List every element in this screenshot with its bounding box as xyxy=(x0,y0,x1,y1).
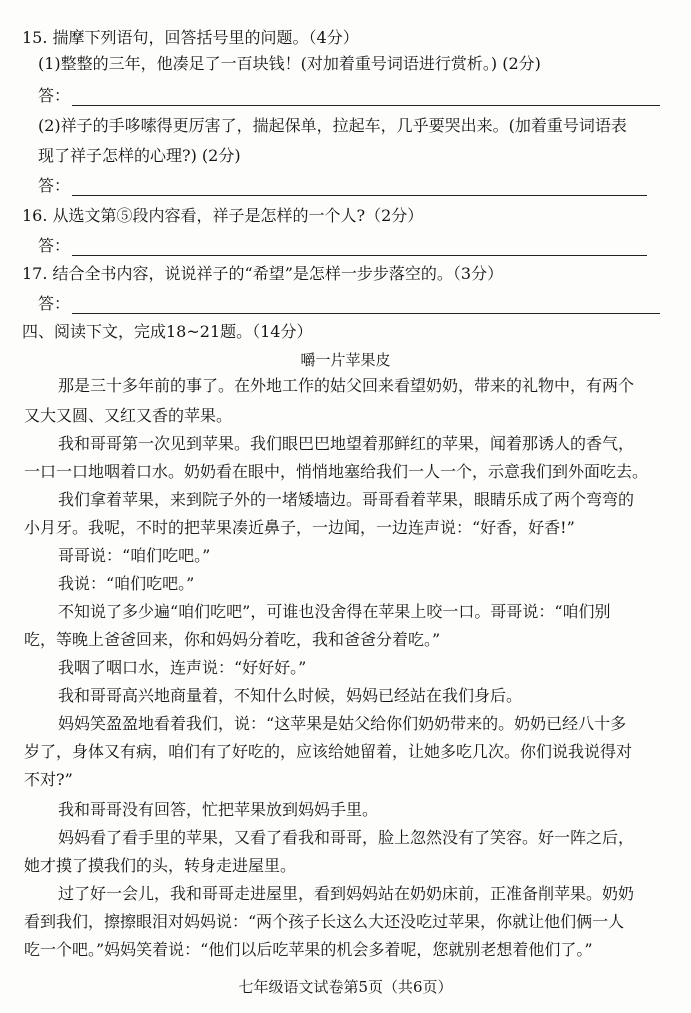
answer-line[interactable] xyxy=(72,299,660,314)
answer-line[interactable] xyxy=(72,241,647,256)
story-line: 我们拿着苹果，来到院子外的一堵矮墙边。哥哥看着苹果，眼睛乐成了两个弯弯的 xyxy=(58,490,635,509)
story-line: 小月牙。我呢，不时的把苹果凑近鼻子，一边闻，一边连声说：“好香，好香!” xyxy=(24,518,575,537)
story-line: 哥哥说：“咱们吃吧。” xyxy=(58,546,211,565)
answer-line[interactable] xyxy=(72,91,660,106)
story-line: 她才摸了摸我们的头，转身走进屋里。 xyxy=(24,856,297,875)
story-line: 妈妈看了看手里的苹果，又看了看我和哥哥，脸上忽然没有了笑容。好一阵之后， xyxy=(58,828,635,847)
answer-label: 答： xyxy=(38,236,71,255)
q15-stem: 15. 揣摩下列语句，回答括号里的问题。（4分） xyxy=(22,28,359,47)
story-line: 不对?” xyxy=(24,770,73,789)
answer-line[interactable] xyxy=(72,181,647,196)
story-line: 妈妈笑盈盈地看着我们，说：“这苹果是姑父给你们奶奶带来的。奶奶已经八十多 xyxy=(58,714,627,733)
story-line: 我和哥哥高兴地商量着，不知什么时候，妈妈已经站在我们身后。 xyxy=(58,686,523,705)
story-line: 吃，等晚上爸爸回来，你和妈妈分着吃，我和爸爸分着吃。” xyxy=(24,630,441,649)
story-line: 一口一口地咽着口水。奶奶看在眼中，悄悄地塞给我们一人一个，示意我们到外面吃去。 xyxy=(24,462,649,481)
q16-stem: 16. 从选文第⑤段内容看，祥子是怎样的一个人?（2分） xyxy=(22,206,424,225)
q15-sub2-line1: (2)祥子的手哆嗦得更厉害了，揣起保单，拉起车，几乎要哭出来。(加着重号词语表 xyxy=(38,116,627,135)
story-line: 过了好一会儿，我和哥哥走进屋里，看到妈妈站在奶奶床前，正准备削苹果。奶奶 xyxy=(58,884,635,903)
story-line: 我咽了咽口水，连声说：“好好好。” xyxy=(58,658,307,677)
story-line: 我和哥哥第一次见到苹果。我们眼巴巴地望着那鲜红的苹果，闻着那诱人的香气， xyxy=(58,434,635,453)
section-4-heading: 四、阅读下文，完成18~21题。（14分） xyxy=(22,322,313,341)
q16-answer xyxy=(0,236,691,256)
story-line: 吃一个吧。”妈妈笑着说：“他们以后吃苹果的机会多着呢，您就别老想着他们了。” xyxy=(24,940,593,959)
story-line: 我说：“咱们吃吧。” xyxy=(58,574,195,593)
page-footer: 七年级语文试卷第5页（共6页） xyxy=(238,978,453,996)
q17-stem: 17. 结合全书内容，说说祥子的“希望”是怎样一步步落空的。（3分） xyxy=(22,264,504,283)
story-line: 那是三十多年前的事了。在外地工作的姑父回来看望奶奶，带来的礼物中，有两个 xyxy=(58,376,635,395)
q17-answer xyxy=(0,294,691,314)
answer-label: 答： xyxy=(38,86,71,105)
story-line: 我和哥哥没有回答，忙把苹果放到妈妈手里。 xyxy=(58,800,379,819)
story-line: 又大又圆、又红又香的苹果。 xyxy=(24,406,233,425)
q15-sub1: (1)整整的三年，他凑足了一百块钱！(对加着重号词语进行赏析。) (2分) xyxy=(38,54,541,73)
story-line: 岁了，身体又有病，咱们有了好吃的，应该给她留着，让她多吃几次。你们说我说得对 xyxy=(24,742,633,761)
story-line: 看到我们，擦擦眼泪对妈妈说：“两个孩子长这么大还没吃过苹果，你就让他们俩一人 xyxy=(24,912,625,931)
q15-sub1-answer xyxy=(0,86,691,106)
answer-label: 答： xyxy=(38,176,71,195)
answer-label: 答： xyxy=(38,294,71,313)
story-title: 嚼一片苹果皮 xyxy=(300,351,391,369)
q15-sub2-line2: 现了祥子怎样的心理?) (2分) xyxy=(38,146,241,165)
q15-sub2-answer xyxy=(0,176,691,196)
story-line: 不知说了多少遍“咱们吃吧”，可谁也没舍得在苹果上咬一口。哥哥说：“咱们别 xyxy=(58,602,611,621)
